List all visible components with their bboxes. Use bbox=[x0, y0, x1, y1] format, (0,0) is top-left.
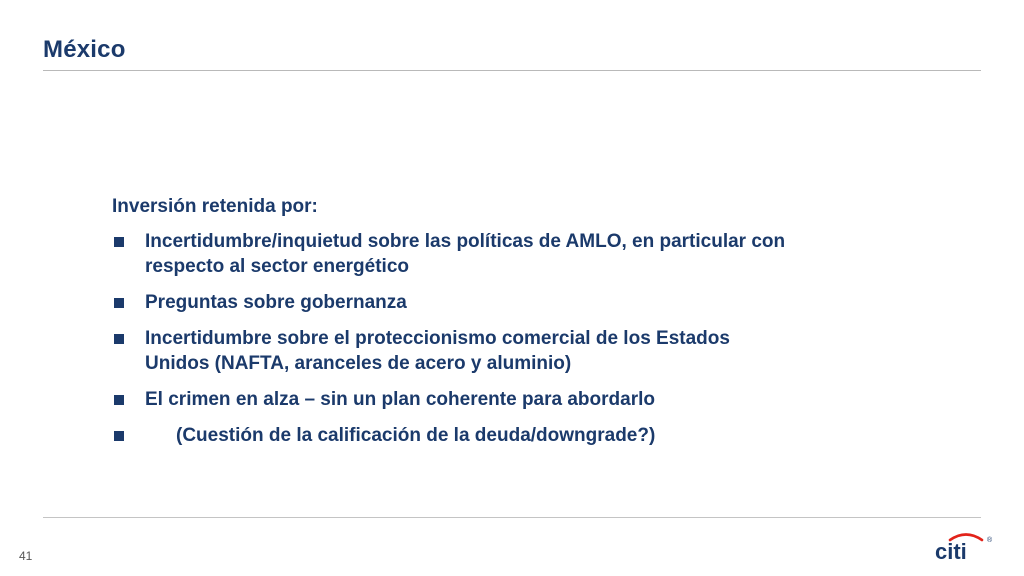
slide-content bbox=[112, 194, 792, 459]
bullet-text: Incertidumbre sobre el proteccionismo comercial de los Estados Unidos (NAFTA, aranceles de acero y aluminio) bbox=[145, 328, 730, 374]
bullet-text: Incertidumbre/inquietud sobre las políticas de AMLO, en particular con respecto al sector energético bbox=[145, 231, 786, 277]
square-bullet-icon bbox=[114, 395, 124, 405]
square-bullet-icon bbox=[114, 431, 124, 441]
bullet-item bbox=[112, 290, 792, 315]
registered-mark: ® bbox=[987, 537, 993, 544]
content-heading: Inversión retenida por: bbox=[112, 196, 318, 217]
bullet-item bbox=[112, 326, 792, 376]
title-divider bbox=[43, 70, 981, 71]
footer-divider bbox=[43, 517, 981, 518]
citi-logo-text: citi bbox=[935, 539, 967, 562]
bullet-text: (Cuestión de la calificación de la deuda/downgrade?) bbox=[176, 425, 656, 446]
bullet-item bbox=[112, 387, 792, 412]
slide-title: México bbox=[43, 36, 126, 63]
square-bullet-icon bbox=[114, 298, 124, 308]
square-bullet-icon bbox=[114, 237, 124, 247]
bullet-text: Preguntas sobre gobernanza bbox=[145, 292, 407, 313]
citi-logo bbox=[933, 528, 995, 562]
bullet-text: El crimen en alza – sin un plan coherente para abordarlo bbox=[145, 389, 655, 410]
square-bullet-icon bbox=[114, 334, 124, 344]
bullet-item bbox=[112, 423, 792, 448]
page-number: 41 bbox=[19, 549, 33, 563]
bullet-list bbox=[112, 229, 792, 448]
bullet-item bbox=[112, 229, 792, 279]
